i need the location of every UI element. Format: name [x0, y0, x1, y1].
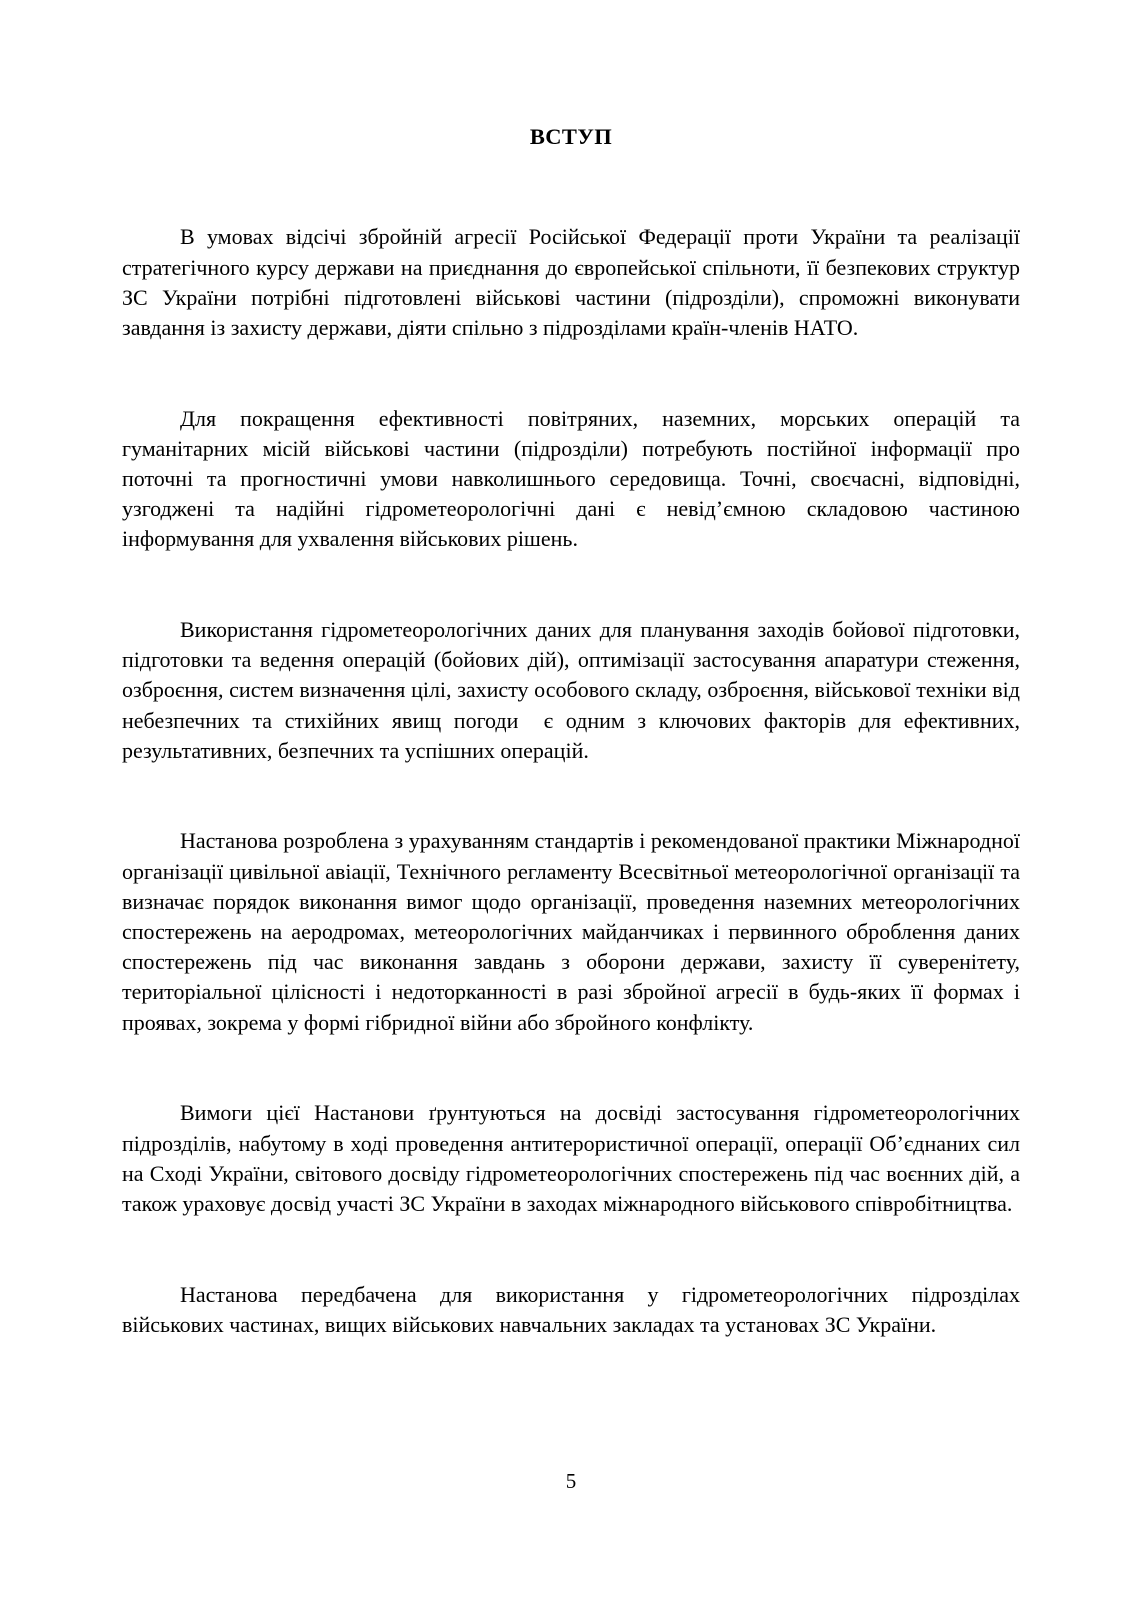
page-title: ВСТУП	[529, 124, 613, 149]
paragraph-2: Для покращення ефективності повітряних, наземних, морських операцій та гуманітарних місій військові частини (підрозділи) потребують постійної інформації про поточні та прогностичні умови навколишнього середовища. Точні, своєчасні, відповідні, узгоджені та надійні гідрометеорологічні дані є невід’ємною складовою частиною інформування для ухвалення військових рішень.	[122, 405, 1026, 552]
body-text-block	[122, 162, 1026, 1400]
paragraph-5: Вимоги цієї Настанови ґрунтуються на досвіді застосування гідрометеорологічних підрозділів, набутому в ході проведення антитерористичної операції, операції Об’єднаних сил на Сході України, світового досвіду гідрометеорологічних спостережень під час воєнних дій, а також ураховує досвід участі ЗС України в заходах міжнародного військового співробітництва.	[122, 1100, 1026, 1216]
paragraph-6: Настанова передбачена для використання у гідрометеорологічних підрозділах військових частинах, вищих військових навчальних закладах та установах ЗС України.	[122, 1281, 1026, 1337]
paragraph-4: Настанова розроблена з урахуванням стандартів і рекомендованої практики Міжнародної організації цивільної авіації, Технічного регламенту Всесвітньої метеорологічної організації та визначає порядок виконання вимог щодо організації, проведення наземних метеорологічних спостережень на аеродромах, метеорологічних майданчиках і первинного оброблення даних спостережень під час виконання завдань з оборони держави, захисту її суверенітету, територіальної цілісності і недоторканності в разі збройної агресії в будь-яких її формах і проявах, зокрема у формі гібридної війни або збройного конфлікту.	[122, 828, 1026, 1035]
page-content	[122, 122, 1026, 1400]
paragraph-1: В умовах відсічі збройній агресії Російської Федерації проти України та реалізації стратегічного курсу держави на приєднання до європейської спільноти, її безпекових структур ЗС України потрібні підготовлені військові частини (підрозділи), спроможні виконувати завдання із захисту держави, діяти спільно з підрозділами країн-членів НАТО.	[122, 224, 1026, 341]
paragraph-3: Використання гідрометеорологічних даних для планування заходів бойової підготовки, підготовки та ведення операцій (бойових дій), оптимізації застосування апаратури стеження, озброєння, систем визначення цілі, захисту особового складу, озброєння, військової техніки від небезпечних та стихійних явищ погоди є одним з ключових факторів для ефективних, результативних, безпечних та успішних операцій.	[122, 617, 1026, 763]
page-number: 5	[565, 1469, 577, 1493]
